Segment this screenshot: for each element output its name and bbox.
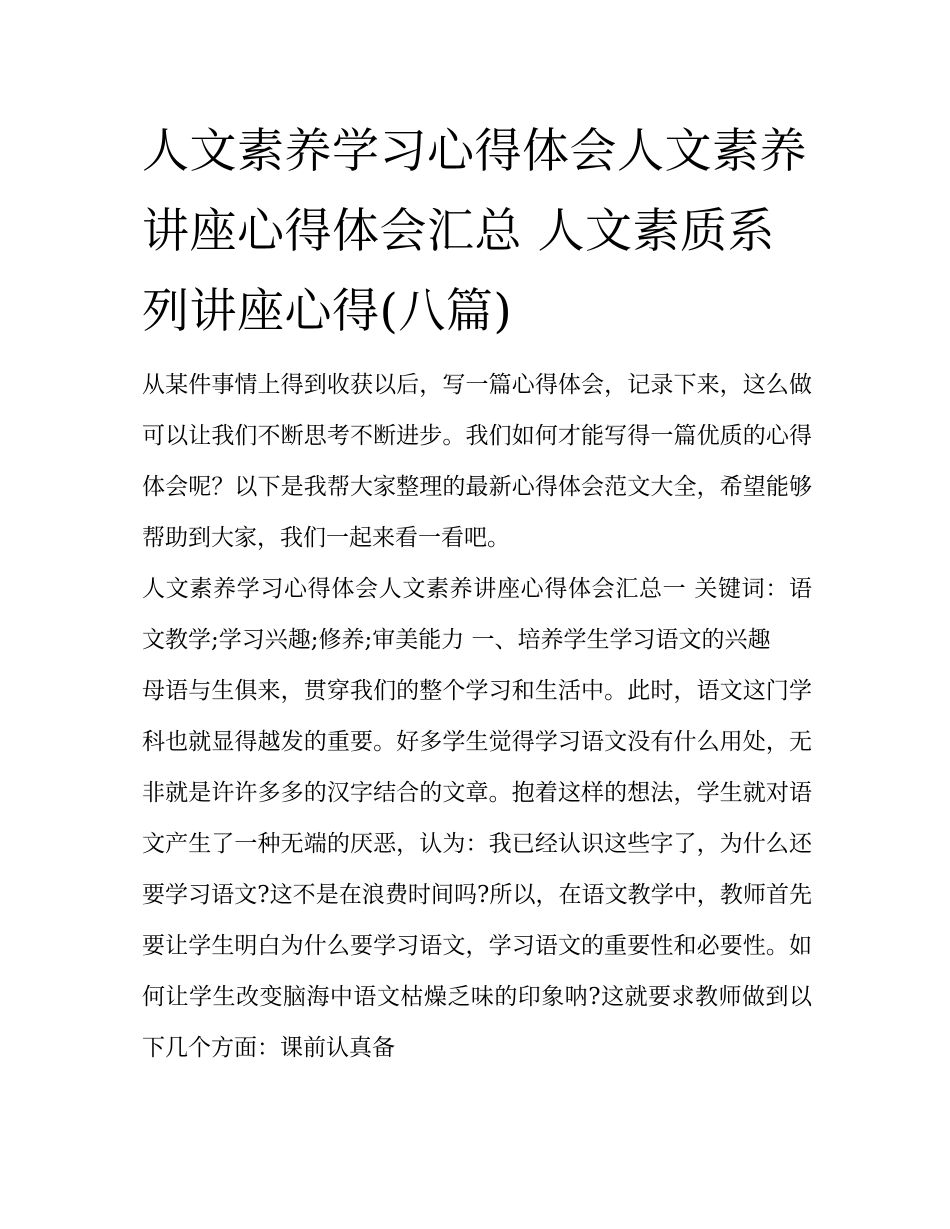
paragraph-intro: 从某件事情上得到收获以后，写一篇心得体会，记录下来，这么做可以让我们不断思考不断进步。我们如何才能写得一篇优质的心得体会呢？以下是我帮大家整理的最新心得体会范文大全，希望能够帮助到大家，我们一起来看一看吧。 (142, 372, 812, 551)
paragraph-body: 母语与生俱来，贯穿我们的整个学习和生活中。此时，语文这门学科也就显得越发的重要。好多学生觉得学习语文没有什么用处，无非就是许许多多的汉字结合的文章。抱着这样的想法，学生就对语文产生了一种无端的厌恶，认为：我已经认识这些字了，为什么还要学习语文?这不是在浪费时间吗?所以，在语文教学中，教师首先要让学生明白为什么要学习语文，学习语文的重要性和必要性。如何让学生改变脑海中语文枯燥乏味的印象呐?这就要求教师做到以下几个方面：课前认真备 (142, 678, 812, 1061)
document-page (142, 112, 812, 1074)
paragraph-keywords: 人文素养学习心得体会人文素养讲座心得体会汇总一 关键词：语文教学;学习兴趣;修养;审美能力 一、培养学生学习语文的兴趣 (142, 576, 812, 653)
document-title: 人文素养学习心得体会人文素养讲座心得体会汇总 人文素质系列讲座心得(八篇) (142, 124, 807, 339)
